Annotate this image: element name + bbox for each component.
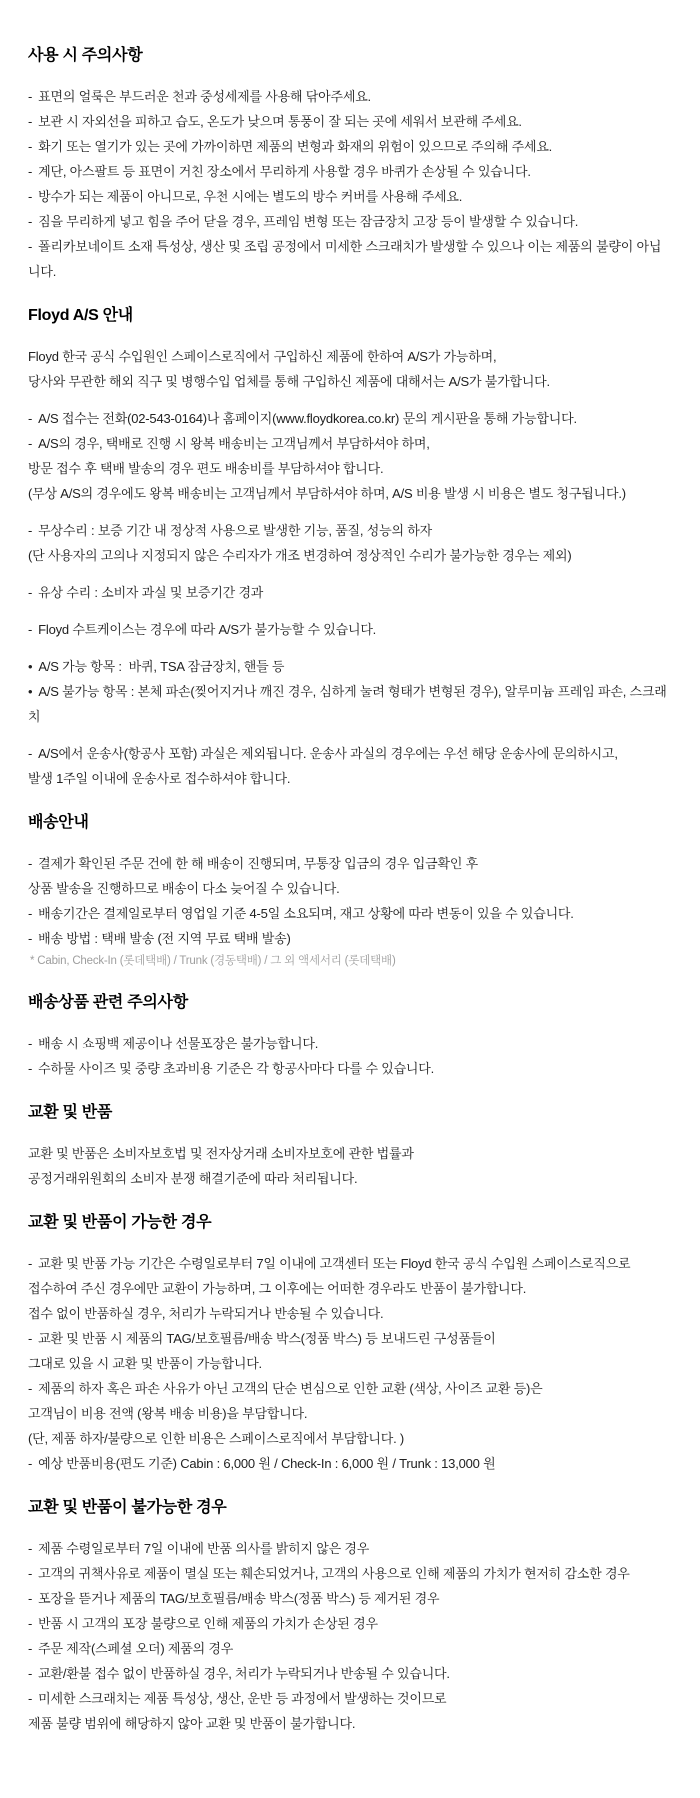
text-line — [28, 431, 670, 456]
line-marker: - — [28, 906, 33, 921]
paragraph-block — [28, 580, 670, 605]
line-marker: - — [28, 436, 33, 451]
policy-section — [28, 46, 670, 284]
paragraph-block — [28, 344, 670, 394]
line-text: A/S에서 운송사(항공사 포함) 과실은 제외됩니다. 운송사 과실의 경우에는 우선 해당 운송사에 문의하시고, — [38, 746, 618, 761]
line-marker: - — [28, 89, 33, 104]
line-marker: - — [28, 622, 33, 637]
line-text: A/S 불가능 항목 : 본체 파손(찢어지거나 깨진 경우, 심하게 눌려 형태가 변형된 경우), 알루미늄 프레임 파손, 스크래치 — [28, 684, 667, 724]
text-line — [28, 617, 670, 642]
line-marker: - — [28, 1666, 33, 1681]
line-text: 접수 없이 반품하실 경우, 처리가 누락되거나 반송될 수 있습니다. — [28, 1306, 384, 1321]
section-title: 교환 및 반품 — [28, 1104, 113, 1121]
line-text: 미세한 스크래치는 제품 특성상, 생산, 운반 등 과정에서 발생하는 것이므로 — [38, 1691, 447, 1706]
line-text: 짐을 무리하게 넣고 힘을 주어 닫을 경우, 프레임 변형 또는 잠금장치 고장 등이 발생할 수 있습니다. — [38, 214, 579, 229]
text-line — [28, 1301, 670, 1326]
line-text: 당사와 무관한 해외 직구 및 병행수입 업체를 통해 구입하신 제품에 대해서는 A/S가 불가합니다. — [28, 374, 550, 389]
line-text: 배송 시 쇼핑백 제공이나 선물포장은 불가능합니다. — [38, 1036, 319, 1051]
line-text: 교환/환불 접수 없이 반품하실 경우, 처리가 누락되거나 반송될 수 있습니다. — [38, 1666, 450, 1681]
line-marker: - — [28, 931, 33, 946]
paragraph-block — [28, 851, 670, 971]
paragraph-block — [28, 406, 670, 506]
line-text: 화기 또는 열기가 있는 곳에 가까이하면 제품의 변형과 화재의 위험이 있으므로 주의해 주세요. — [38, 139, 553, 154]
section-title: 배송상품 관련 주의사항 — [28, 994, 188, 1011]
line-text: Floyd 수트케이스는 경우에 따라 A/S가 불가능할 수 있습니다. — [38, 622, 377, 637]
line-marker: • — [28, 659, 33, 674]
text-line — [28, 1686, 670, 1711]
line-text: Cabin, Check-In (롯데택배) / Trunk (경동택배) / 그 외 액세서리 (롯데택배) — [37, 955, 396, 967]
line-marker: - — [28, 1566, 33, 1581]
line-text: 그대로 있을 시 교환 및 반품이 가능합니다. — [28, 1356, 262, 1371]
line-text: 공정거래위원회의 소비자 분쟁 해결기준에 따라 처리됩니다. — [28, 1171, 358, 1186]
line-marker: - — [28, 1591, 33, 1606]
text-line — [28, 134, 670, 159]
text-line — [28, 580, 670, 605]
line-text: 교환 및 반품 가능 기간은 수령일로부터 7일 이내에 고객센터 또는 Floyd 한국 공식 수입원 스페이스로직으로 — [38, 1256, 631, 1271]
line-marker: - — [28, 746, 33, 761]
line-marker: - — [28, 1616, 33, 1631]
text-line — [28, 1351, 670, 1376]
line-marker: - — [28, 856, 33, 871]
paragraph-block — [28, 741, 670, 791]
text-line — [28, 1636, 670, 1661]
text-line — [28, 159, 670, 184]
text-line — [28, 1426, 670, 1451]
text-line — [28, 456, 670, 481]
text-line — [28, 851, 670, 876]
line-text: 교환 및 반품 시 제품의 TAG/보호필름/배송 박스(정품 박스) 등 보내드린 구성품들이 — [38, 1331, 496, 1346]
line-text: 예상 반품비용(편도 기준) Cabin : 6,000 원 / Check-In : 6,000 원 / Trunk : 13,000 원 — [38, 1456, 496, 1471]
line-marker: - — [28, 1541, 33, 1556]
line-text: A/S 가능 항목 : 바퀴, TSA 잠금장치, 핸들 등 — [38, 659, 285, 674]
section-title: 배송안내 — [28, 814, 89, 831]
line-text: 고객의 귀책사유로 제품이 멸실 또는 훼손되었거나, 고객의 사용으로 인해 제품의 가치가 현저히 감소한 경우 — [38, 1566, 630, 1581]
line-marker: * — [30, 955, 35, 967]
paragraph-block — [28, 1141, 670, 1191]
policy-section — [28, 813, 670, 971]
policy-section — [28, 1103, 670, 1191]
paragraph-block — [28, 617, 670, 642]
line-text: 계단, 아스팔트 등 표면이 거친 장소에서 무리하게 사용할 경우 바퀴가 손상될 수 있습니다. — [38, 164, 531, 179]
line-marker: - — [28, 239, 33, 254]
line-marker: - — [28, 523, 33, 538]
line-text: 접수하여 주신 경우에만 교환이 가능하며, 그 이후에는 어떠한 경우라도 반품이 불가합니다. — [28, 1281, 527, 1296]
text-line — [28, 876, 670, 901]
line-text: 배송 방법 : 택배 발송 (전 지역 무료 택배 발송) — [38, 931, 291, 946]
text-line — [28, 1251, 670, 1276]
section-title: 교환 및 반품이 불가능한 경우 — [28, 1499, 227, 1516]
line-text: 고객님이 비용 전액 (왕복 배송 비용)을 부담합니다. — [28, 1406, 308, 1421]
section-title: Floyd A/S 안내 — [28, 307, 133, 324]
text-line — [28, 1401, 670, 1426]
section-title: 교환 및 반품이 가능한 경우 — [28, 1214, 212, 1231]
text-line — [28, 1276, 670, 1301]
line-text: 배송기간은 결제일로부터 영업일 기준 4-5일 소요되며, 재고 상황에 따라 변동이 있을 수 있습니다. — [38, 906, 574, 921]
line-text: 제품 불량 범위에 해당하지 않아 교환 및 반품이 불가합니다. — [28, 1716, 356, 1731]
text-line — [28, 901, 670, 926]
line-marker: • — [28, 684, 33, 699]
line-text: A/S 접수는 전화(02-543-0164)나 홈페이지(www.floydkorea.co.kr) 문의 게시판을 통해 가능합니다. — [38, 411, 577, 426]
policy-content — [28, 46, 670, 1736]
line-marker: - — [28, 214, 33, 229]
paragraph-block — [28, 1251, 670, 1476]
line-text: 방문 접수 후 택배 발송의 경우 편도 배송비를 부담하셔야 합니다. — [28, 461, 384, 476]
line-text: A/S의 경우, 택배로 진행 시 왕복 배송비는 고객님께서 부담하셔야 하며, — [38, 436, 430, 451]
text-line — [28, 543, 670, 568]
text-line — [28, 1661, 670, 1686]
paragraph-block — [28, 1536, 670, 1736]
text-line — [28, 1376, 670, 1401]
paragraph-block — [28, 1031, 670, 1081]
line-text: 결제가 확인된 주문 건에 한 해 배송이 진행되며, 무통장 입금의 경우 입금확인 후 — [38, 856, 478, 871]
text-line — [28, 1031, 670, 1056]
text-line — [28, 481, 670, 506]
line-text: 제품의 하자 혹은 파손 사유가 아닌 고객의 단순 변심으로 인한 교환 (색상, 사이즈 교환 등)은 — [38, 1381, 543, 1396]
text-line — [28, 1166, 670, 1191]
text-line — [28, 1536, 670, 1561]
line-marker: - — [28, 411, 33, 426]
line-marker: - — [28, 114, 33, 129]
line-marker: - — [28, 1381, 33, 1396]
text-line — [28, 84, 670, 109]
text-line — [28, 654, 670, 679]
policy-section — [28, 1498, 670, 1736]
line-text: Floyd 한국 공식 수입원인 스페이스로직에서 구입하신 제품에 한하여 A/S가 가능하며, — [28, 349, 497, 364]
line-text: (무상 A/S의 경우에도 왕복 배송비는 고객님께서 부담하셔야 하며, A/S 비용 발생 시 비용은 별도 청구됩니다.) — [28, 486, 626, 501]
text-line — [28, 234, 670, 284]
line-text: (단, 제품 하자/불량으로 인한 비용은 스페이스로직에서 부담합니다. ) — [28, 1431, 405, 1446]
text-line — [28, 926, 670, 951]
line-marker: - — [28, 585, 33, 600]
text-line — [28, 1141, 670, 1166]
line-marker: - — [28, 164, 33, 179]
text-line — [28, 1326, 670, 1351]
line-marker: - — [28, 1036, 33, 1051]
line-text: 상품 발송을 진행하므로 배송이 다소 늦어질 수 있습니다. — [28, 881, 340, 896]
text-line — [28, 766, 670, 791]
line-text: 제품 수령일로부터 7일 이내에 반품 의사를 밝히지 않은 경우 — [38, 1541, 370, 1556]
text-line — [28, 369, 670, 394]
line-marker: - — [28, 189, 33, 204]
paragraph-block — [28, 84, 670, 284]
line-marker: - — [28, 1641, 33, 1656]
line-marker: - — [28, 1691, 33, 1706]
text-line — [28, 209, 670, 234]
text-line — [28, 679, 670, 729]
line-text: 방수가 되는 제품이 아니므로, 우천 시에는 별도의 방수 커버를 사용해 주세요. — [38, 189, 463, 204]
text-line — [28, 741, 670, 766]
line-text: 무상수리 : 보증 기간 내 정상적 사용으로 발생한 기능, 품질, 성능의 하자 — [38, 523, 432, 538]
text-line — [28, 1561, 670, 1586]
text-line — [28, 1586, 670, 1611]
text-line — [28, 1611, 670, 1636]
text-line — [28, 109, 670, 134]
line-text: 폴리카보네이트 소재 특성상, 생산 및 조립 공정에서 미세한 스크래치가 발생할 수 있으나 이는 제품의 불량이 아닙니다. — [28, 239, 662, 279]
line-text: 교환 및 반품은 소비자보호법 및 전자상거래 소비자보호에 관한 법률과 — [28, 1146, 414, 1161]
line-text: 표면의 얼룩은 부드러운 천과 중성세제를 사용해 닦아주세요. — [38, 89, 371, 104]
text-line — [28, 406, 670, 431]
line-text: 포장을 뜯거나 제품의 TAG/보호필름/배송 박스(정품 박스) 등 제거된 경우 — [38, 1591, 440, 1606]
policy-section — [28, 993, 670, 1081]
policy-section — [28, 1213, 670, 1476]
line-marker: - — [28, 1256, 33, 1271]
paragraph-block — [28, 654, 670, 729]
policy-section — [28, 306, 670, 791]
line-text: 발생 1주일 이내에 운송사로 접수하셔야 합니다. — [28, 771, 291, 786]
text-line — [28, 1711, 670, 1736]
line-marker: - — [28, 1331, 33, 1346]
line-text: 반품 시 고객의 포장 불량으로 인해 제품의 가치가 손상된 경우 — [38, 1616, 378, 1631]
line-marker: - — [28, 139, 33, 154]
text-line — [28, 344, 670, 369]
line-marker: - — [28, 1061, 33, 1076]
text-line — [28, 518, 670, 543]
section-title: 사용 시 주의사항 — [28, 47, 143, 64]
text-line — [28, 184, 670, 209]
text-line — [28, 1056, 670, 1081]
text-line — [28, 1451, 670, 1476]
paragraph-block — [28, 518, 670, 568]
line-text: 수하물 사이즈 및 중량 초과비용 기준은 각 항공사마다 다를 수 있습니다. — [38, 1061, 435, 1076]
line-marker: - — [28, 1456, 33, 1471]
line-text: (단 사용자의 고의나 지정되지 않은 수리자가 개조 변경하여 정상적인 수리가 불가능한 경우는 제외) — [28, 548, 572, 563]
line-text: 유상 수리 : 소비자 과실 및 보증기간 경과 — [38, 585, 264, 600]
line-text: 보관 시 자외선을 피하고 습도, 온도가 낮으며 통풍이 잘 되는 곳에 세워서 보관해 주세요. — [38, 114, 522, 129]
line-text: 주문 제작(스페셜 오더) 제품의 경우 — [38, 1641, 234, 1656]
note-line — [28, 951, 670, 971]
